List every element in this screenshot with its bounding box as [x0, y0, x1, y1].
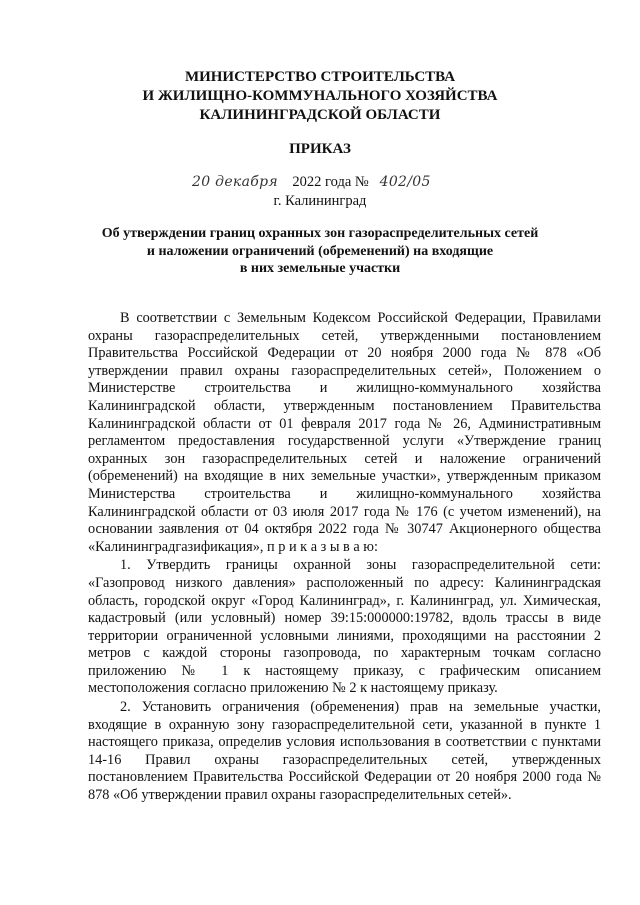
handwritten-date: 20 декабря [192, 174, 278, 190]
document-title [0, 225, 640, 278]
ministry-header [0, 68, 640, 125]
title-line-3: в них земельные участки [239, 261, 401, 276]
handwritten-number: 402/05 [379, 174, 431, 190]
document-body [88, 310, 601, 805]
document-dateline [192, 174, 431, 191]
title-line-2: и наложении ограничений (обременений) на входящие [146, 243, 494, 259]
ministry-line-3: КАЛИНИНГРАДСКОЙ ОБЛАСТИ [199, 107, 441, 123]
document-type: ПРИКАЗ [289, 141, 351, 157]
preamble-paragraph: В соответствии с Земельным Кодексом Российской Федерации, Правилами охраны газораспределительных сетей, утвержденными постановлением Правительства Российской Федерации от 20 ноября 2000 года № 878 «Об утверждении правил охраны газораспределительных сетей», Положением о Министерстве строительства и жилищно-коммунального хозяйства Калининградской области, утвержденным постановлением Правительства Калининградской области от 01 февраля 2017 года № 26, Административным регламентом предоставления государственной услуги «Утверждение границ охранных зон газораспределительных сетей и наложение ограничений (обременений) на входящие в них земельные участки», утвержденным приказом Министерства строительства и жилищно-коммунального хозяйства Калининградской области от 03 июля 2017 года № 176 (с учетом изменений), на основании заявления от 04 октября 2022 года № 30747 Акционерного общества «Калининградгазификация», п р и к а з ы в а ю: [88, 310, 601, 555]
year-text: 2022 года № [292, 174, 369, 190]
order-item-2: 2. Установить ограничения (обременения) прав на земельные участки, входящие в охранную зону газораспределительной сети, указанной в пункте 1 настоящего приказа, определив условия использования в соответствии с пунктами 14-16 Правил охраны газораспределительных сетей, утвержденных постановлением Правительства Российской Федерации от 20 ноября 2000 года № 878 «Об утверждении правил охраны газораспределительных сетей». [88, 699, 601, 804]
ministry-line-1: МИНИСТЕРСТВО СТРОИТЕЛЬСТВА [184, 69, 456, 85]
title-line-1: Об утверждении границ охранных зон газораспределительных сетей [101, 226, 539, 241]
city: г. Калининград [273, 193, 367, 209]
ministry-line-2: И ЖИЛИЩНО-КОММУНАЛЬНОГО ХОЗЯЙСТВА [142, 88, 498, 104]
order-item-1: 1. Утвердить границы охранной зоны газораспределительной сети: «Газопровод низкого давления» расположенный по адресу: Калининградская область, городской округ «Город Калининград», г. Калининград, ул. Химическая, кадастровый (или условный) номер 39:15:000000:19782, вдоль трассы в виде территории ограниченной условными линиями, проходящими на расстоянии 2 метров с каждой стороны газопровода, по характерным точкам согласно приложению № 1 к настоящему приказу, с графическим описанием местоположения согласно приложению № 2 к настоящему приказу. [88, 557, 601, 697]
